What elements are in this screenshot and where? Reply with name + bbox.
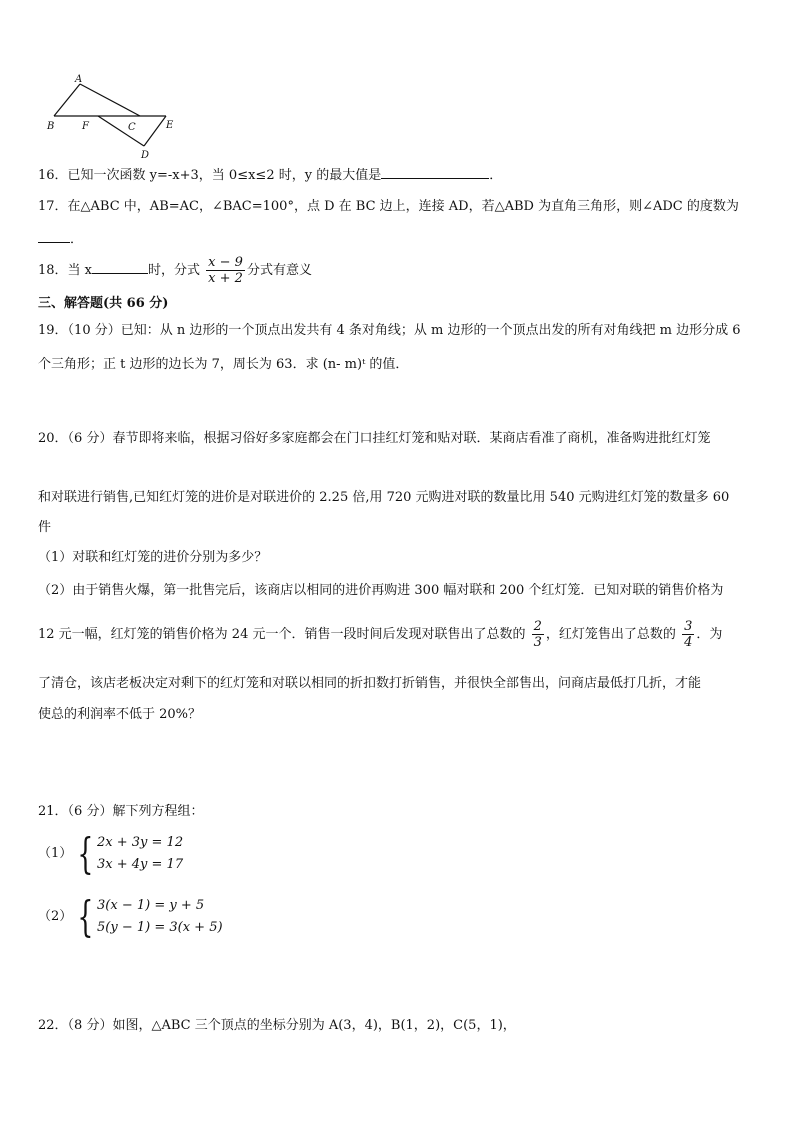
q20-frac1-numerator: 2 [533, 619, 542, 634]
label-e: E [166, 120, 174, 131]
brace-icon: { [77, 829, 94, 878]
brace-icon: { [77, 892, 94, 941]
question-21-part2 [38, 892, 223, 941]
question-20-sub2-line1: （2）由于销售火爆，第一批售完后，该商店以相同的进价再购进 300 幅对联和 200 个红灯笼．已知对联的销售价格为 [38, 583, 724, 598]
question-20-sub2-line4: 使总的利润率不低于 20%？ [38, 707, 202, 722]
segment-fd [98, 116, 144, 146]
q20-frac2-denominator: 4 [684, 635, 693, 650]
q21-part2-system [97, 895, 223, 939]
question-17 [38, 198, 739, 216]
q21-part2-label: （2） [38, 909, 73, 924]
question-22-line1: 22．（8 分）如图，△ABC 三个顶点的坐标分别为 A(3，4)，B(1，2)，C(5，1)， [38, 1018, 516, 1033]
q20-fraction-two-thirds [532, 619, 544, 650]
question-21-part1 [38, 829, 184, 878]
question-20-sub2-line2 [38, 619, 722, 651]
q18-text-mid: 时，分式 [148, 263, 201, 278]
q17-period: ． [70, 232, 84, 247]
q18-fraction-denominator: x + 2 [208, 271, 243, 286]
q21-part2-eq1: 3(x − 1) = y + 5 [97, 898, 205, 913]
label-a: A [75, 74, 83, 85]
triangle-figure [40, 72, 190, 162]
section-3-title: 三、解答题(共 66 分) [38, 296, 169, 311]
question-16 [38, 166, 502, 185]
question-20-sub2-line3: 了清仓，该店老板决定对剩下的红灯笼和对联以相同的折扣数打折销售，并很快全部售出，问商店最低打几折，才能 [38, 676, 702, 691]
q18-answer-blank[interactable] [92, 261, 148, 274]
q21-part1-label: （1） [38, 846, 73, 861]
segment-de [144, 116, 166, 146]
segment-ac [80, 84, 140, 116]
label-f: F [82, 121, 89, 132]
q21-part2-eq2: 5(y − 1) = 3(x + 5) [97, 920, 223, 935]
q20-frac1-denominator: 3 [533, 635, 542, 650]
question-18 [38, 255, 312, 287]
q20-frac2-numerator: 3 [684, 619, 693, 634]
q18-text-after: 分式有意义 [246, 263, 312, 278]
q20-sub2-text-a: 12 元一幅，红灯笼的销售价格为 24 元一个．销售一段时间后发现对联售出了总数的 [38, 627, 526, 642]
q20-sub2-text-b: ，红灯笼售出了总数的 [545, 627, 676, 642]
q21-part1-eq2: 3x + 4y = 17 [97, 857, 184, 872]
label-c: C [128, 122, 136, 133]
q16-period: ． [489, 168, 503, 183]
question-21-intro: 21．（6 分）解下列方程组： [38, 804, 204, 819]
q18-fraction-numerator: x − 9 [208, 255, 243, 270]
question-19-line1: 19．（10 分）已知：从 n 边形的一个顶点出发共有 4 条对角线；从 m 边形的一个顶点出发的所有对角线把 m 边形分成 6 [38, 323, 741, 338]
q20-sub2-text-c: ．为 [696, 627, 723, 642]
q18-text-before: 18．当 x [38, 263, 93, 278]
question-20-line3: 件 [38, 520, 52, 535]
question-17-line2 [38, 230, 83, 249]
question-19-line2: 个三角形；正 t 边形的边长为 7，周长为 63．求 (n- m)ᵗ 的值． [38, 357, 409, 372]
q16-answer-blank[interactable] [381, 166, 489, 179]
q17-answer-blank[interactable] [38, 230, 70, 243]
q21-part1-system [97, 832, 183, 876]
q16-text: 16．已知一次函数 y=-x+3，当 0≤x≤2 时，y 的最大值是 [38, 168, 382, 183]
q18-fraction [206, 255, 245, 286]
q20-fraction-three-quarters [682, 619, 694, 650]
question-20-line1: 20．（6 分）春节即将来临，根据习俗好多家庭都会在门口挂红灯笼和贴对联．某商店看准了商机，准备购进批红灯笼 [38, 431, 711, 446]
question-20-sub1: （1）对联和红灯笼的进价分别为多少？ [38, 550, 268, 565]
q21-part1-eq1: 2x + 3y = 12 [97, 835, 184, 850]
q17-text: 17．在△ABC 中，AB=AC，∠BAC=100°，点 D 在 BC 边上，连接 AD，若△ABD 为直角三角形，则∠ADC 的度数为 [38, 199, 739, 214]
question-20-line2: 和对联进行销售,已知红灯笼的进价是对联进价的 2.25 倍,用 720 元购进对联的数量比用 540 元购进红灯笼的数量多 60 [38, 490, 730, 505]
segment-ab [54, 84, 80, 116]
label-d: D [141, 150, 150, 161]
label-b: B [47, 121, 55, 132]
